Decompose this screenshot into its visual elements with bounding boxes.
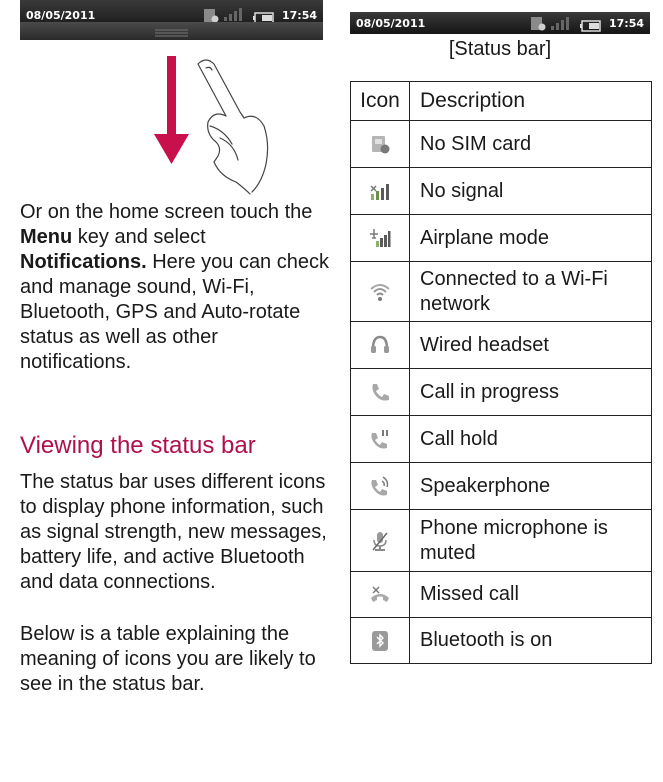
row-description: Call in progress <box>410 369 652 416</box>
speakerphone-icon <box>369 475 391 497</box>
table-row <box>351 618 652 664</box>
row-description: Bluetooth is on <box>410 618 652 664</box>
mic-muted-icon <box>369 530 391 552</box>
missed-call-icon <box>369 584 391 606</box>
row-description: No signal <box>410 168 652 215</box>
row-description: No SIM card <box>410 121 652 168</box>
sim-status-icon <box>530 16 546 35</box>
table-row <box>351 572 652 618</box>
row-description: Call hold <box>410 416 652 463</box>
menu-key-label: Menu <box>20 226 73 248</box>
table-row <box>351 168 652 215</box>
table-row <box>351 369 652 416</box>
table-row <box>351 510 652 572</box>
table-row <box>351 463 652 510</box>
status-bar-example <box>350 12 650 34</box>
table-row <box>351 262 652 322</box>
battery-icon <box>580 17 602 36</box>
table-row <box>351 322 652 369</box>
notifications-label: Notifications. <box>20 251 147 273</box>
header-icon: Icon <box>351 82 410 121</box>
bluetooth-icon <box>369 630 391 652</box>
section-heading: Viewing the status bar <box>20 432 256 459</box>
status-bar-date: 08/05/2011 <box>356 17 426 30</box>
down-arrow-icon <box>154 56 189 164</box>
hand-finger-icon <box>198 60 268 194</box>
header-description: Description <box>410 82 652 121</box>
intro-paragraph: Or on the home screen touch the Menu key and select Notifications. Here you can check and manage sound, Wi-Fi, Bluetooth, GPS and Auto-rotate status as well as other notifications. <box>20 201 329 373</box>
wifi-icon <box>369 281 391 303</box>
airplane-mode-icon <box>369 227 391 249</box>
status-bar-date: 08/05/2011 <box>26 9 96 22</box>
signal-icon <box>550 15 570 35</box>
table-caption: [Status bar] <box>448 38 552 60</box>
no-sim-icon <box>369 133 391 155</box>
status-bar-time: 17:54 <box>281 9 317 22</box>
row-description: Missed call <box>410 572 652 618</box>
row-description: Phone microphone is muted <box>410 510 652 572</box>
row-description: Airplane mode <box>410 215 652 262</box>
call-hold-icon <box>369 428 391 450</box>
table-row <box>351 416 652 463</box>
row-description: Speakerphone <box>410 463 652 510</box>
status-bar-pulldown[interactable] <box>20 0 323 32</box>
pull-down-tab[interactable] <box>20 22 323 40</box>
row-description: Wired headset <box>410 322 652 369</box>
section-paragraph-2: Below is a table explaining the meaning of icons you are likely to see in the status bar. <box>20 623 316 695</box>
table-header-row <box>351 82 652 121</box>
no-signal-icon <box>369 180 391 202</box>
table-row <box>351 121 652 168</box>
table-row <box>351 215 652 262</box>
headset-icon <box>369 334 391 356</box>
drag-down-gesture-illustration <box>140 52 320 197</box>
section-paragraph-1: The status bar uses different icons to display phone information, such as signal strength, new messages, battery life, and active Bluetooth and data connections. <box>20 471 327 593</box>
call-icon <box>369 381 391 403</box>
row-description: Connected to a Wi-Fi network <box>410 262 652 322</box>
status-icons-table <box>350 81 652 664</box>
status-bar-time: 17:54 <box>608 17 644 30</box>
